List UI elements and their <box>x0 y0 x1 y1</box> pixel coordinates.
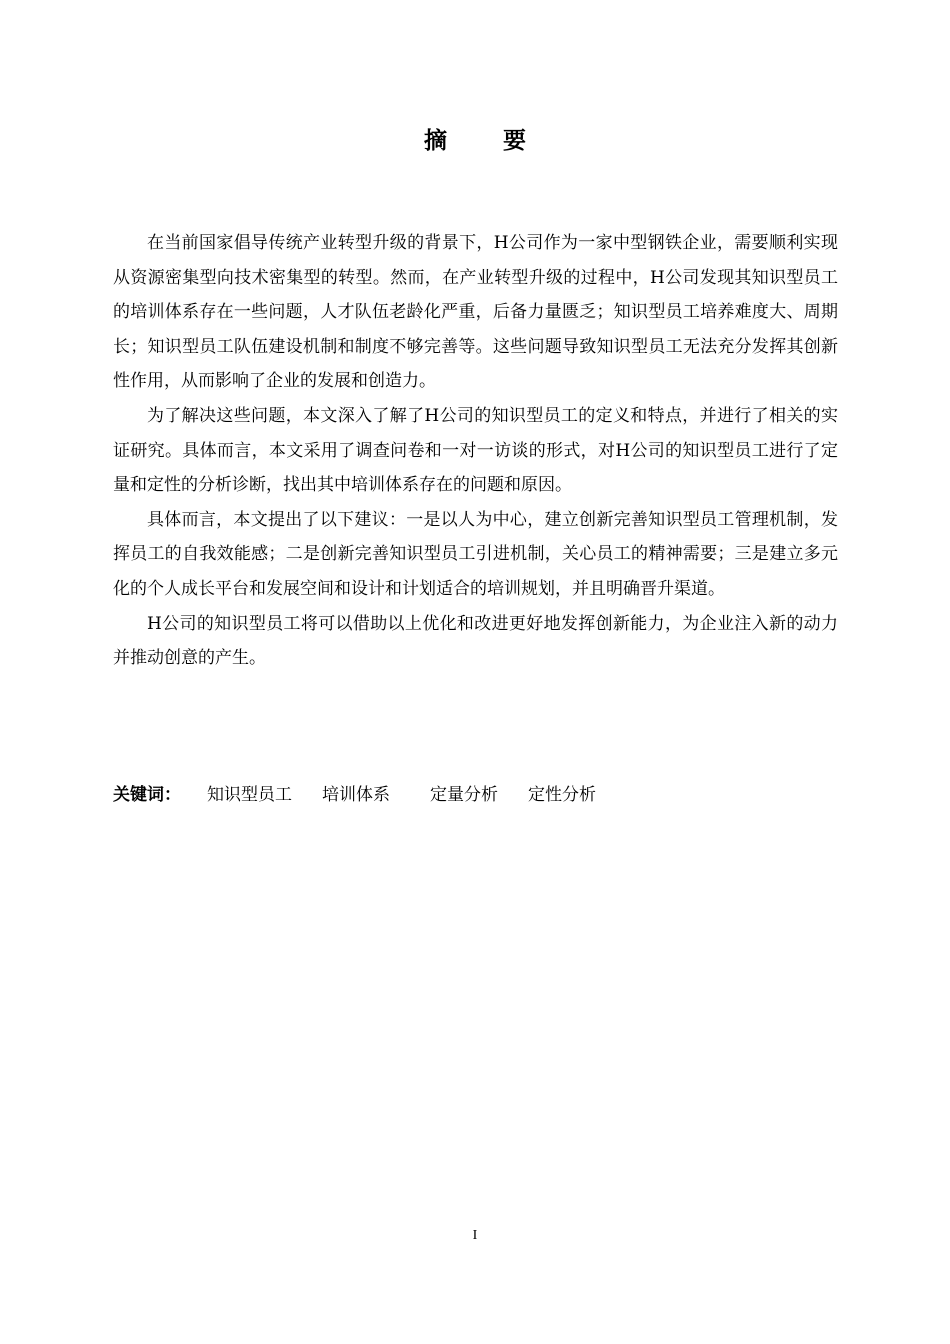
keywords-label: 关键词： <box>113 785 181 805</box>
keyword-1: 知识型员工 <box>207 785 292 805</box>
abstract-paragraph-4: H公司的知识型员工将可以借助以上优化和改进更好地发挥创新能力，为企业注入新的动力并推动创意的产生。 <box>113 613 838 669</box>
keyword-3: 定量分析 <box>430 785 498 805</box>
abstract-body <box>113 226 838 676</box>
keyword-2: 培训体系 <box>322 785 390 805</box>
abstract-paragraph-2: 为了解决这些问题，本文深入了解了H公司的知识型员工的定义和特点，并进行了相关的实证研究。具体而言，本文采用了调查问卷和一对一访谈的形式，对H公司的知识型员工进行了定量和定性的分析诊断，找出其中培训体系存在的问题和原因。 <box>113 405 838 496</box>
keyword-4: 定性分析 <box>528 785 596 805</box>
abstract-title-char-2: 要 <box>503 128 526 154</box>
abstract-paragraph-3: 具体而言，本文提出了以下建议：一是以人为中心，建立创新完善知识型员工管理机制，发挥员工的自我效能感；二是创新完善知识型员工引进机制，关心员工的精神需要；三是建立多元化的个人成长平台和发展空间和设计和计划适合的培训规划，并且明确晋升渠道。 <box>113 509 838 599</box>
abstract-title-char-1: 摘 <box>424 128 447 154</box>
abstract-title <box>0 124 950 158</box>
keywords-line <box>113 778 838 812</box>
abstract-paragraph-1: 在当前国家倡导传统产业转型升级的背景下，H公司作为一家中型钢铁企业，需要顺利实现从资源密集型向技术密集型的转型。然而，在产业转型升级的过程中，H公司发现其知识型员工的培训体系存在一些问题，人才队伍老龄化严重，后备力量匮乏；知识型员工培养难度大、周期长；知识型员工队伍建设机制和制度不够完善等。这些问题导致知识型员工无法充分发挥其创新性作用，从而影响了企业的发展和创造力。 <box>113 233 838 392</box>
page-number: I <box>472 1228 478 1243</box>
